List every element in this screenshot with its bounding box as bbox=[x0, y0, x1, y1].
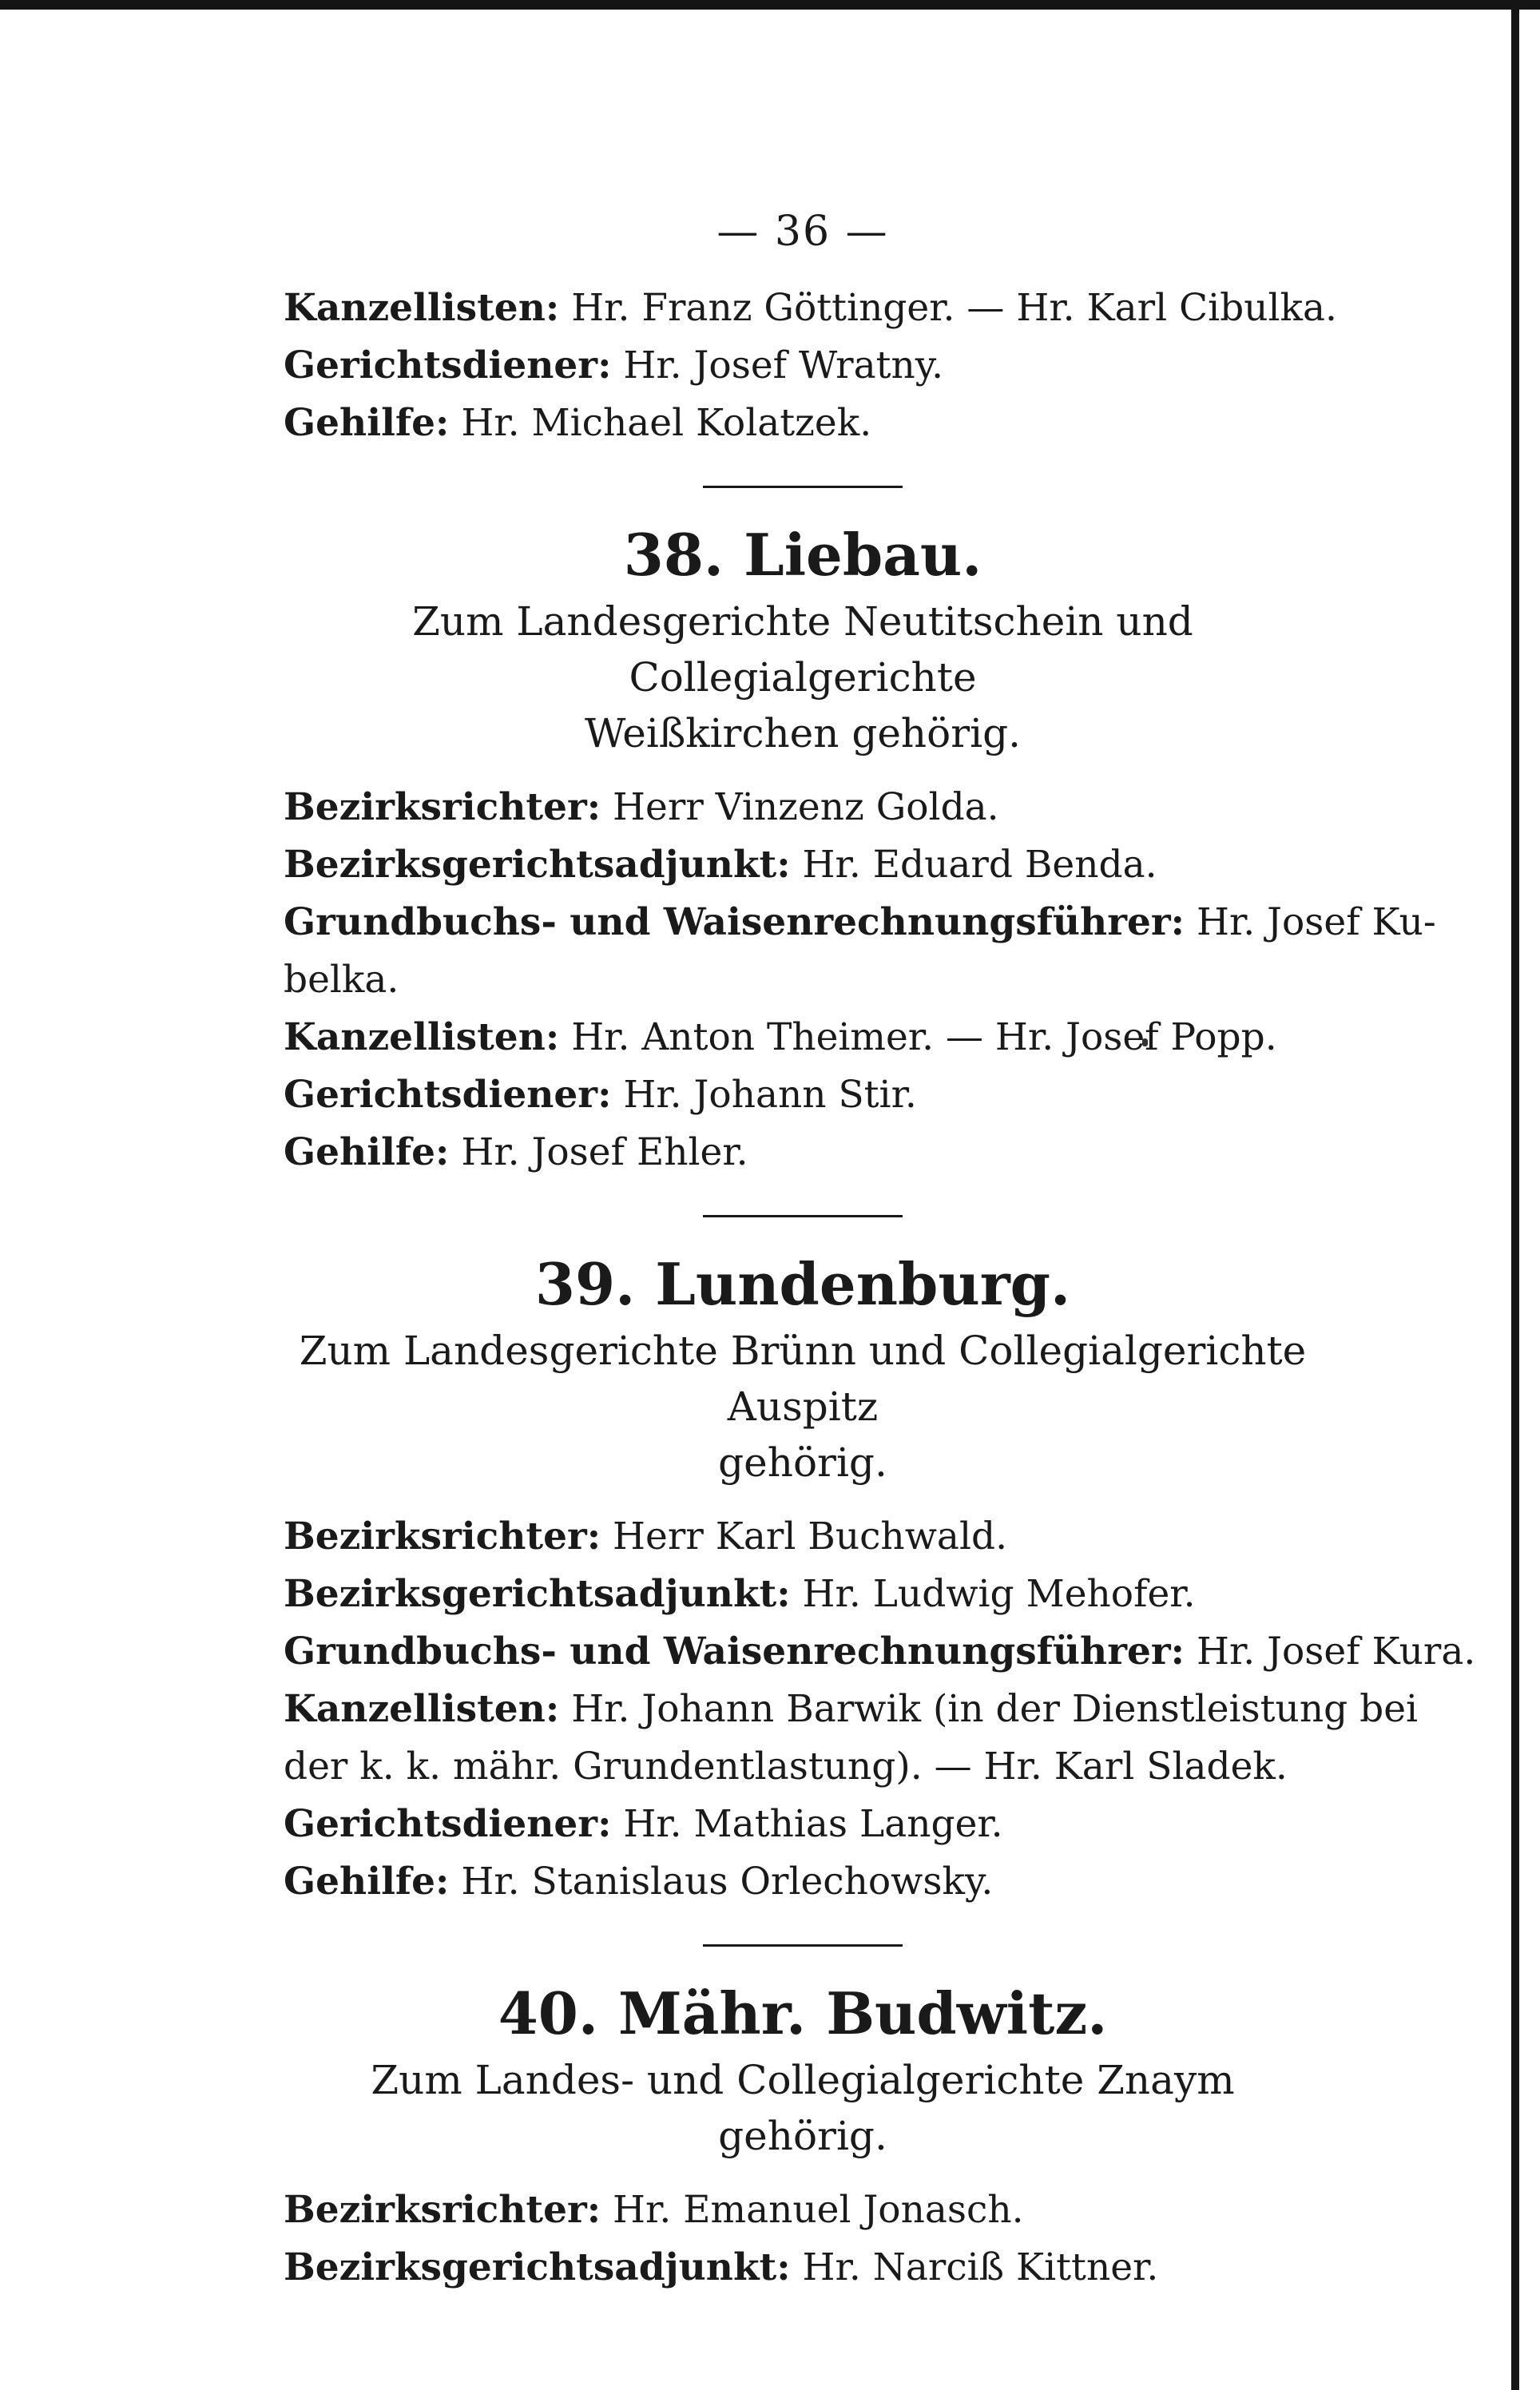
section-subtitle bbox=[284, 594, 1322, 761]
entry-line bbox=[284, 1853, 1322, 1911]
entry-line bbox=[284, 1508, 1322, 1566]
entry-role: Grundbuchs- und Waisenrechnungsführer: bbox=[284, 900, 1185, 944]
entry-continuation: der k. k. mähr. Grundentlastung). — Hr. Karl Sladek. bbox=[284, 1745, 1288, 1789]
entry-text: Hr. Eduard Benda. bbox=[802, 843, 1157, 887]
entry-line bbox=[284, 1623, 1476, 1681]
subtitle-line: Zum Landes- und Collegialgerichte Znaym gehörig. bbox=[371, 2057, 1235, 2159]
entry-text: Hr. Josef Wratny. bbox=[623, 343, 944, 387]
entry-line bbox=[284, 1681, 1419, 1738]
section-subtitle bbox=[284, 2052, 1322, 2164]
entry-role: Gehilfe: bbox=[284, 401, 450, 445]
subtitle-line: Zum Landesgerichte Neutitschein und Collegialgerichte bbox=[412, 598, 1193, 701]
entry-line bbox=[284, 337, 1322, 395]
section-title: 40. Mähr. Budwitz. bbox=[498, 1979, 1108, 2047]
entry-text: Hr. Johann Stir. bbox=[623, 1073, 917, 1117]
entry-text: Hr. Emanuel Jonasch. bbox=[613, 2188, 1024, 2232]
section-divider bbox=[703, 486, 903, 488]
entry-role: Bezirksgerichtsadjunkt: bbox=[284, 2245, 791, 2289]
entry-line bbox=[284, 1124, 1322, 1181]
entry-text: Herr Vinzenz Golda. bbox=[613, 785, 999, 829]
document-page bbox=[284, 184, 1476, 2297]
subtitle-line: gehörig. bbox=[718, 1439, 887, 1486]
entry-role: Gerichtsdiener: bbox=[284, 1073, 612, 1117]
section-subtitle bbox=[284, 1323, 1322, 1491]
entry-text: Hr. Josef Ehler. bbox=[461, 1130, 748, 1174]
entry-role: Kanzellisten: bbox=[284, 1687, 560, 1731]
scan-frame-top bbox=[0, 0, 1540, 10]
entry-line bbox=[284, 1009, 1322, 1066]
entry-role: Bezirksrichter: bbox=[284, 2188, 601, 2232]
entry-text: Hr. Ludwig Mehofer. bbox=[802, 1572, 1196, 1616]
entry-text: Hr. Anton Theimer. — Hr. Josef Popp. bbox=[571, 1015, 1277, 1059]
entry-text: Hr. Josef Ku- bbox=[1196, 900, 1436, 944]
section-title: 38. Liebau. bbox=[623, 521, 982, 589]
entry-line bbox=[284, 836, 1322, 894]
entry-role: Bezirksgerichtsadjunkt: bbox=[284, 843, 791, 887]
entry-text: Hr. Narciß Kittner. bbox=[802, 2245, 1159, 2289]
entry-line bbox=[284, 2239, 1322, 2297]
entry-line bbox=[284, 1066, 1322, 1124]
subtitle-line: Zum Landesgerichte Brünn und Collegialgerichte Auspitz bbox=[299, 1328, 1307, 1430]
entry-line bbox=[284, 779, 1322, 836]
entry-role: Grundbuchs- und Waisenrechnungsführer: bbox=[284, 1630, 1185, 1673]
entry-role: Gerichtsdiener: bbox=[284, 343, 612, 387]
entry-continuation: belka. bbox=[284, 958, 399, 1002]
entry-role: Bezirksgerichtsadjunkt: bbox=[284, 1572, 791, 1616]
section-divider bbox=[703, 1215, 903, 1217]
entry-text: Hr. Michael Kolatzek. bbox=[461, 401, 872, 445]
subtitle-line: Weißkirchen gehörig. bbox=[584, 710, 1022, 756]
entry-line bbox=[284, 280, 1337, 337]
entry-line bbox=[284, 2182, 1322, 2239]
section-title: 39. Lundenburg. bbox=[534, 1250, 1071, 1318]
page-number: — 36 — bbox=[716, 208, 889, 256]
entry-line bbox=[284, 1566, 1322, 1623]
entry-text: Hr. Mathias Langer. bbox=[623, 1802, 1003, 1846]
entry-text: Hr. Johann Barwik (in der Dienstleistung bei bbox=[571, 1687, 1419, 1731]
scan-frame-right bbox=[1511, 0, 1519, 2390]
entry-text: Hr. Josef Kura. bbox=[1196, 1630, 1476, 1673]
entry-role: Kanzellisten: bbox=[284, 286, 560, 330]
entry-text: Herr Karl Buchwald. bbox=[613, 1515, 1008, 1558]
entry-role: Gehilfe: bbox=[284, 1130, 450, 1174]
entry-line bbox=[284, 1796, 1322, 1853]
entry-line bbox=[284, 894, 1436, 951]
entry-role: Gerichtsdiener: bbox=[284, 1802, 612, 1846]
entry-role: Gehilfe: bbox=[284, 1860, 450, 1904]
entry-role: Bezirksrichter: bbox=[284, 785, 601, 829]
entry-line bbox=[284, 395, 1322, 452]
entry-text: Hr. Stanislaus Orlechowsky. bbox=[461, 1860, 994, 1904]
entry-role: Kanzellisten: bbox=[284, 1015, 560, 1059]
section-divider bbox=[703, 1944, 903, 1947]
entry-role: Bezirksrichter: bbox=[284, 1515, 601, 1558]
entry-text: Hr. Franz Göttinger. — Hr. Karl Cibulka. bbox=[571, 286, 1337, 330]
